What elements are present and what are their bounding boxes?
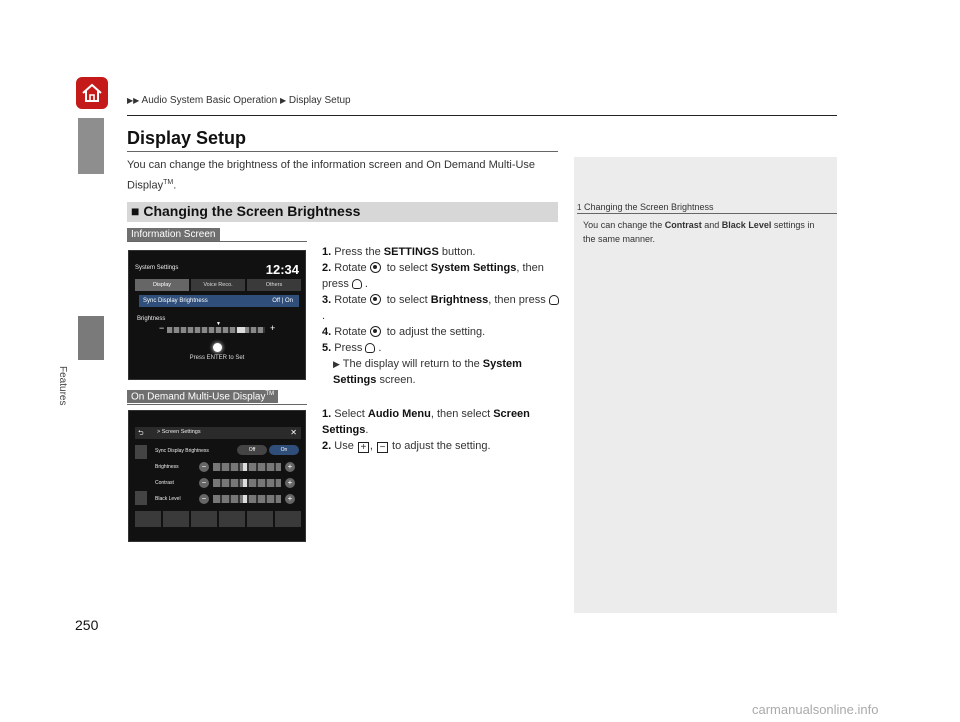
header-divider [127,115,837,116]
minus-button-icon: − [377,442,388,453]
breadcrumb-audio-system[interactable]: Audio System Basic Operation [141,95,278,106]
plus-icon: + [285,494,295,504]
plus-button-icon: + [358,442,369,453]
information-screen-tag: Information Screen [127,228,220,241]
brightness-label: Brightness [137,316,166,322]
press-knob-icon [365,343,375,353]
plus-icon: + [270,323,276,333]
sync-display-row: Sync Display Brightness Off | On [139,295,299,307]
plus-icon: + [285,478,295,488]
tag-divider [127,241,307,242]
information-screen-steps: 1. Press the SETTINGS button. 2. Rotate to select System Settings, then press . 3. Rotate to select Brightness, then press. 4. Rotate to adjust the setting. 5. Press . ▶ The display will return to the System Settings screen. [322,244,562,388]
section-heading: ■ Changing the Screen Brightness [127,202,558,222]
on-toggle: On [269,445,299,455]
result-arrow-icon: ▶ [333,359,340,369]
intro-text: You can change the brightness of the information screen and On Demand Multi-Use Display™. [127,159,536,192]
note-title: 1 Changing the Screen Brightness [577,202,714,212]
odmd-screen-image [128,410,306,542]
note-divider [577,213,837,214]
tab-display: Display [135,279,189,291]
minus-icon: − [199,494,209,504]
tab-others: Others [247,279,301,291]
press-enter-text: Press ENTER to Set [189,355,245,361]
chevron-right-icon: ▶▶ [127,96,140,105]
level-marker-icon: ▼ [216,321,221,327]
note-text: You can change the Contrast and Black Level settings in the same manner. [583,220,815,244]
contrast-bar [213,479,281,487]
press-knob-icon [549,295,559,305]
sidebar-block-active [78,316,104,360]
information-screen-image [128,250,306,380]
black-level-label: Black Level [155,496,181,502]
scroll-up-icon [135,445,147,459]
title-divider [127,151,558,152]
tab-voice-reco: Voice Reco. [191,279,245,291]
brightness-bar [167,327,265,333]
selector-knob-icon [370,294,381,305]
off-toggle: Off [237,445,267,455]
scroll-down-icon [135,491,147,505]
close-icon: ✕ [290,428,297,437]
page-title: Display Setup [127,128,247,148]
minus-icon: − [199,478,209,488]
home-icon [80,81,104,105]
brightness-bar [213,463,281,471]
selector-knob-icon [370,326,381,337]
contrast-label: Contrast [155,480,174,486]
odmd-tag: On Demand Multi-Use Display™ [127,390,278,403]
minus-icon: − [199,462,209,472]
page-number: 250 [75,617,99,633]
chevron-right-icon: ▶ [279,96,287,105]
sync-display-label: Sync Display Brightness [155,448,209,454]
watermark: carmanualsonline.info [752,702,879,717]
breadcrumb-display-setup[interactable]: Display Setup [288,95,351,106]
selector-knob-icon [370,262,381,273]
brightness-label: Brightness [155,464,179,470]
screen-header: System Settings [135,265,179,271]
screen-tabs [135,279,301,291]
sidebar-block [78,118,104,174]
plus-icon: + [285,462,295,472]
home-button[interactable] [76,77,108,109]
note-marker-icon: 1 [577,203,582,212]
square-bullet-icon: ■ [131,203,140,219]
enter-knob-icon [213,343,222,352]
press-knob-icon [352,279,362,289]
tag-divider [127,404,307,405]
black-level-bar [213,495,281,503]
back-icon: ⮌ [138,430,144,437]
sidebar-label-features[interactable]: Features [57,366,68,406]
screen-title-bar: ⮌ > Screen Settings ✕ [135,427,301,439]
minus-icon: − [159,323,165,333]
bottom-controls [135,511,301,527]
screen-clock: 12:34 [265,262,299,277]
breadcrumb [127,95,351,106]
odmd-steps: 1. Select Audio Menu, then select Screen Settings. 2. Use + , − to adjust the setting. [322,408,530,453]
